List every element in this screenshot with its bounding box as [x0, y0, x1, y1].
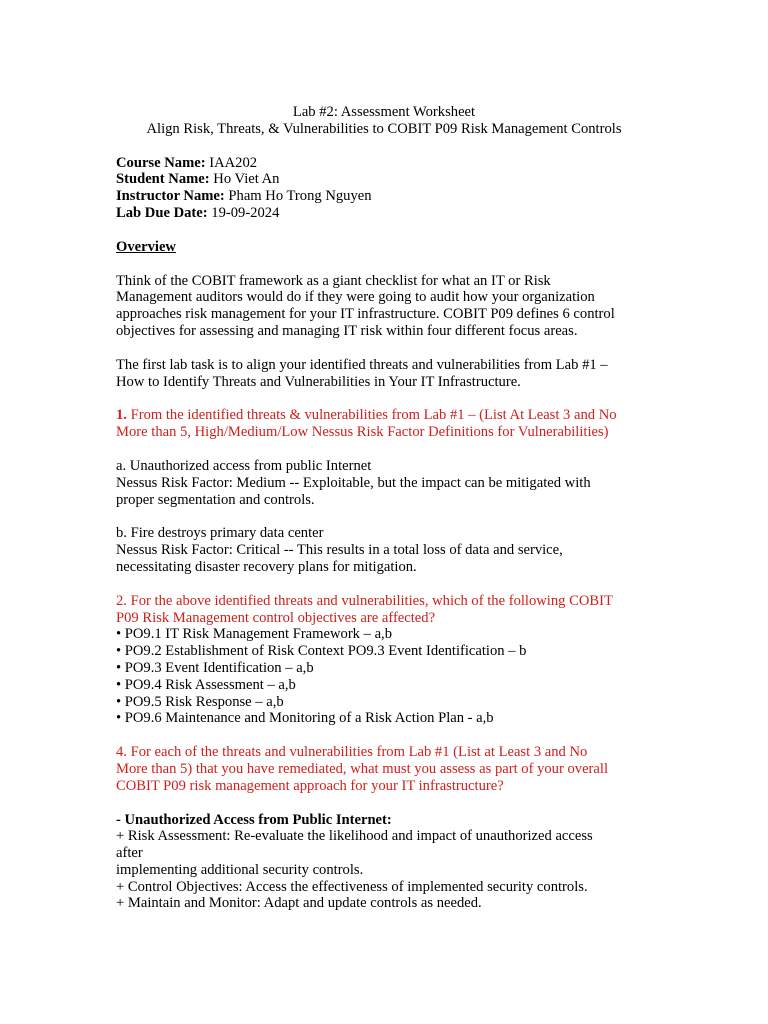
question-4-line: More than 5) that you have remediated, what must you assess as part of your overall [116, 760, 608, 777]
spacer [116, 508, 652, 525]
question-2 [116, 593, 652, 727]
spacer [116, 340, 652, 357]
instructor-line [116, 188, 652, 205]
spacer [116, 256, 652, 273]
answer-4-line: + Risk Assessment: Re-evaluate the likelihood and impact of unauthorized access [116, 828, 593, 845]
answer-4-line: + Maintain and Monitor: Adapt and update controls as needed. [116, 895, 482, 912]
question-4-line: COBIT P09 risk management approach for your IT infrastructure? [116, 777, 504, 794]
answer-a-line: proper segmentation and controls. [116, 491, 315, 508]
due-date-label: Lab Due Date: [116, 204, 208, 221]
overview-paragraph-1 [116, 273, 652, 340]
answer-a-line: a. Unauthorized access from public Internet [116, 457, 372, 474]
course-value: IAA202 [205, 154, 258, 171]
question-1-line: More than 5, High/Medium/Low Nessus Risk Factor Definitions for Vulnerabilities) [116, 424, 609, 441]
spacer [116, 222, 652, 239]
overview-p2-line: How to Identify Threats and Vulnerabilities in Your IT Infrastructure. [116, 373, 521, 390]
due-date-line [116, 205, 652, 222]
list-item: • PO9.3 Event Identification – a,b [116, 659, 314, 676]
student-label: Student Name: [116, 171, 210, 188]
answer-b [116, 525, 652, 575]
list-item: • PO9.4 Risk Assessment – a,b [116, 676, 296, 693]
course-label: Course Name: [116, 154, 206, 171]
instructor-value: Pham Ho Trong Nguyen [224, 188, 372, 205]
question-2-line: P09 Risk Management control objectives are affected? [116, 609, 436, 626]
answer-4-line: after [116, 845, 143, 862]
overview-heading: Overview [116, 238, 176, 255]
overview-p1-line: approaches risk management for your IT infrastructure. COBIT P09 defines 6 control [116, 306, 615, 323]
spacer [116, 441, 652, 458]
title-block [116, 104, 652, 138]
instructor-label: Instructor Name: [116, 188, 225, 205]
list-item: • PO9.5 Risk Response – a,b [116, 693, 284, 710]
document-page [116, 104, 652, 912]
answer-4-line: implementing additional security controls. [116, 861, 364, 878]
overview-p2-line: The first lab task is to align your identified threats and vulnerabilities from Lab #1 – [116, 356, 608, 373]
question-1 [116, 407, 652, 441]
answer-a-line: Nessus Risk Factor: Medium -- Exploitable, but the impact can be mitigated with [116, 474, 591, 491]
overview-paragraph-2 [116, 357, 652, 391]
student-value: Ho Viet An [209, 171, 280, 188]
student-line [116, 171, 652, 188]
answer-4 [116, 812, 652, 913]
question-2-line: 2. For the above identified threats and vulnerabilities, which of the following COBIT [116, 592, 613, 609]
spacer [116, 138, 652, 155]
answer-a [116, 458, 652, 508]
question-4 [116, 744, 652, 794]
list-item: • PO9.6 Maintenance and Monitoring of a Risk Action Plan - a,b [116, 710, 494, 727]
list-item: • PO9.1 IT Risk Management Framework – a,b [116, 626, 392, 643]
info-block [116, 155, 652, 222]
spacer [116, 576, 652, 593]
document-title: Lab #2: Assessment Worksheet [292, 104, 476, 120]
question-1-number: 1. [116, 407, 127, 424]
answer-4-line: + Control Objectives: Access the effectiveness of implemented security controls. [116, 878, 588, 895]
due-date-value: 19-09-2024 [207, 204, 280, 221]
answer-b-line: b. Fire destroys primary data center [116, 525, 324, 542]
answer-b-line: Nessus Risk Factor: Critical -- This results in a total loss of data and service, [116, 542, 563, 559]
spacer [116, 390, 652, 407]
question-1-line [116, 407, 652, 424]
question-1-text: From the identified threats & vulnerabilities from Lab #1 – (List At Least 3 and No [126, 407, 617, 424]
spacer [116, 727, 652, 744]
document-subtitle: Align Risk, Threats, & Vulnerabilities to COBIT P09 Risk Management Controls [146, 120, 622, 137]
spacer [116, 795, 652, 812]
overview-p1-line: objectives for assessing and managing IT risk within four different focus areas. [116, 322, 578, 339]
answer-4-heading: - Unauthorized Access from Public Internet: [116, 811, 392, 828]
answer-b-line: necessitating disaster recovery plans for mitigation. [116, 558, 417, 575]
list-item: • PO9.2 Establishment of Risk Context PO9.3 Event Identification – b [116, 643, 527, 660]
overview-p1-line: Think of the COBIT framework as a giant checklist for what an IT or Risk [116, 272, 551, 289]
question-4-line: 4. For each of the threats and vulnerabilities from Lab #1 (List at Least 3 and No [116, 744, 588, 761]
course-line [116, 155, 652, 172]
overview-p1-line: Management auditors would do if they were going to audit how your organization [116, 289, 595, 306]
